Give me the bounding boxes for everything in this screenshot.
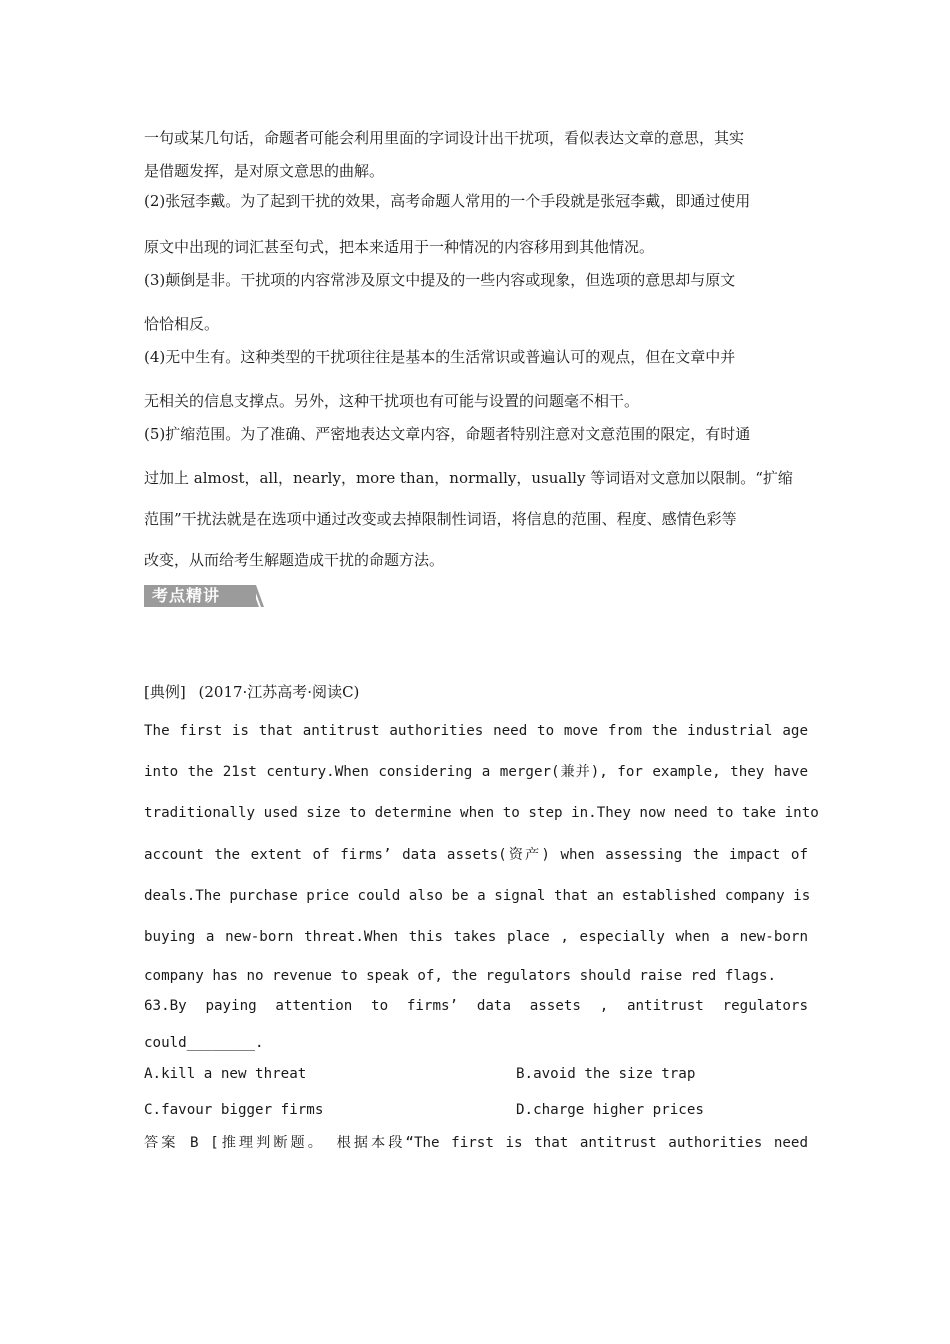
- distractor-type-2: (2)张冠李戴。为了起到干扰的效果，高考命题人常用的一个手段就是张冠李戴，即通过使用: [144, 192, 751, 210]
- distractor-type-5: (5)扩缩范围。为了准确、严密地表达文章内容，命题者特别注意对文意范围的限定，有时通: [144, 425, 751, 443]
- option-c: C.favour bigger firms: [144, 1102, 324, 1119]
- paragraph-line: 无相关的信息支撑点。另外，这种干扰项也有可能与设置的问题毫不相干。: [144, 392, 640, 410]
- passage-line: account the extent of firms’ data assets(资产) when assessing the impact of: [144, 846, 808, 863]
- distractor-type-3: (3)颠倒是非。干扰项的内容常涉及原文中提及的一些内容或现象，但选项的意思却与原文: [144, 271, 736, 289]
- section-banner-title: 考点精讲: [144, 585, 256, 607]
- example-label: [典例]: [144, 683, 186, 701]
- section-banner: [144, 585, 268, 613]
- question-stem: could________.: [144, 1035, 264, 1052]
- passage-line: traditionally used size to determine when to step in.They now need to take into: [144, 805, 819, 822]
- passage-line: company has no revenue to speak of, the regulators should raise red flags.: [144, 968, 777, 985]
- passage-line: buying a new-born threat.When this takes place , especially when a new-born: [144, 929, 808, 946]
- option-b: B.avoid the size trap: [516, 1066, 696, 1083]
- banner-stripes-icon: [240, 585, 268, 609]
- passage-line: The first is that antitrust authorities need to move from the industrial age: [144, 723, 808, 739]
- paragraph-line: 过加上 almost，all，nearly，more than，normally，usually 等词语对文意加以限制。“扩缩: [144, 469, 793, 487]
- example-source: (2017·江苏高考·阅读C): [198, 683, 360, 701]
- option-a: A.kill a new threat: [144, 1066, 307, 1083]
- paragraph-line: 范围”干扰法就是在选项中通过改变或去掉限制性词语，将信息的范围、程度、感情色彩等: [144, 510, 737, 528]
- reading-passage: [144, 711, 819, 988]
- option-d: D.charge higher prices: [516, 1102, 704, 1119]
- paragraph-line: 恰恰相反。: [144, 315, 220, 333]
- answer-options: [144, 1058, 808, 1130]
- paragraph-line: 改变，从而给考生解题造成干扰的命题方法。: [144, 551, 445, 569]
- paragraph-line: 原文中出现的词汇甚至句式，把本来适用于一种情况的内容移用到其他情况。: [144, 238, 655, 256]
- paragraph-line: 一句或某几句话，命题者可能会利用里面的字词设计出干扰项，看似表达文章的意思，其实: [144, 129, 745, 147]
- answer-line: 答案 B [推理判断题。 根据本段“The first is that antitrust authorities need: [144, 1135, 808, 1152]
- passage-line: into the 21st century.When considering a merger(兼并), for example, they have: [144, 764, 808, 781]
- document-page: [144, 118, 819, 1152]
- question-stem: 63.By paying attention to firms’ data assets , antitrust regulators: [144, 998, 808, 1015]
- paragraph-line: 是借题发挥，是对原文意思的曲解。: [144, 162, 385, 180]
- passage-line: deals.The purchase price could also be a signal that an established company is: [144, 887, 811, 904]
- distractor-type-4: (4)无中生有。这种类型的干扰项往往是基本的生活常识或普遍认可的观点，但在文章中并: [144, 348, 736, 366]
- example-heading: [144, 681, 808, 703]
